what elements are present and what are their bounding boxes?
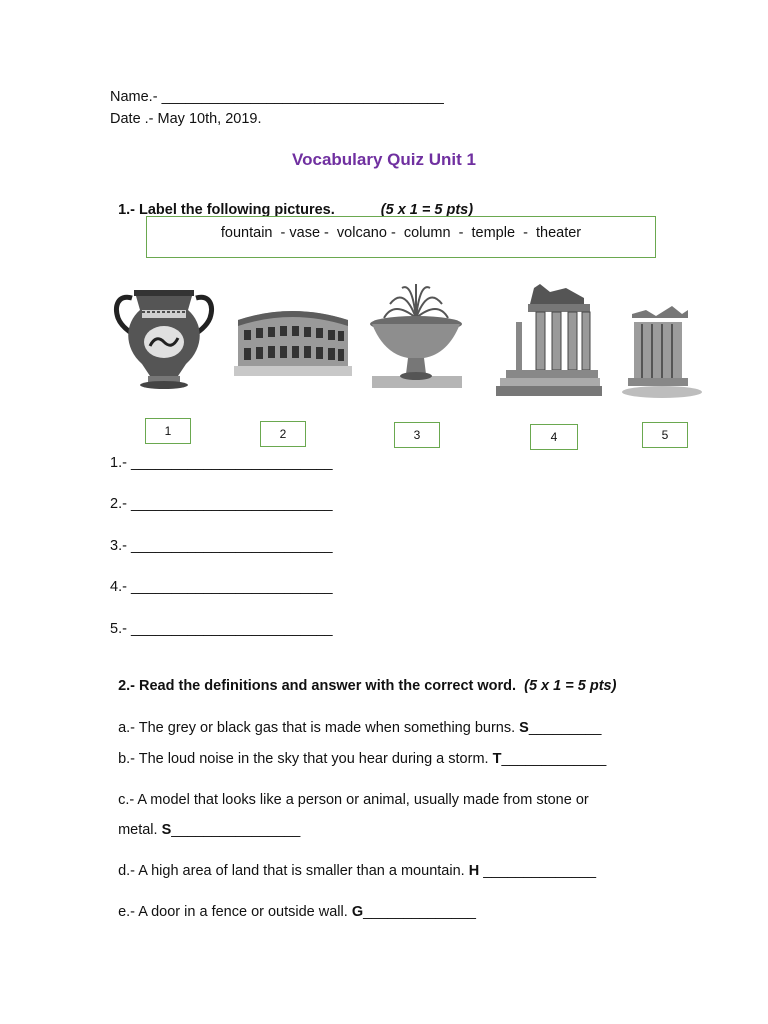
answer-line-4[interactable]: 4.- _________________________ bbox=[110, 579, 333, 595]
answer-line-2[interactable]: 2.- _________________________ bbox=[110, 496, 333, 512]
word-bank: fountain - vase - volcano - column - temple - theater bbox=[146, 216, 656, 258]
definition-text: d.- A high area of land that is smaller than a mountain. bbox=[118, 863, 469, 879]
section1-heading bbox=[110, 186, 473, 218]
picture-number-box-1: 1 bbox=[145, 418, 191, 444]
section2-points: (5 x 1 = 5 pts) bbox=[524, 678, 617, 694]
definition-a[interactable] bbox=[110, 704, 601, 736]
column-icon bbox=[622, 300, 706, 400]
answer-line-1[interactable]: 1.- _________________________ bbox=[110, 455, 333, 471]
definition-b[interactable] bbox=[110, 735, 606, 767]
definition-blank[interactable]: _________ bbox=[528, 720, 602, 736]
answer-line-3[interactable]: 3.- _________________________ bbox=[110, 538, 333, 554]
definition-letter: S bbox=[519, 720, 529, 736]
name-line: Name.- ___________________________________ bbox=[110, 89, 444, 105]
section1-points: (5 x 1 = 5 pts) bbox=[380, 202, 474, 218]
definition-blank[interactable]: ______________ bbox=[363, 904, 476, 920]
picture-number-box-3: 3 bbox=[394, 422, 440, 448]
definition-d[interactable] bbox=[110, 847, 596, 879]
section2-heading bbox=[110, 662, 616, 694]
picture-number-box-4: 4 bbox=[530, 424, 578, 450]
theater-icon bbox=[232, 296, 354, 382]
definition-blank[interactable]: ______________ bbox=[479, 863, 597, 879]
definition-text: b.- The loud noise in the sky that you hear during a storm. bbox=[118, 751, 493, 767]
definition-letter: T bbox=[492, 751, 502, 767]
answer-line-5[interactable]: 5.- _________________________ bbox=[110, 621, 333, 637]
definition-blank[interactable]: _____________ bbox=[501, 751, 607, 767]
definition-text: a.- The grey or black gas that is made when something burns. bbox=[118, 720, 520, 736]
definition-c-continued[interactable] bbox=[110, 806, 300, 838]
section2-heading-text: 2.- Read the definitions and answer with the correct word. bbox=[118, 678, 517, 694]
picture-number-box-2: 2 bbox=[260, 421, 306, 447]
definition-letter: H bbox=[468, 863, 480, 879]
definition-text: e.- A door in a fence or outside wall. bbox=[118, 904, 352, 920]
definition-blank[interactable]: ________________ bbox=[171, 822, 301, 838]
definition-letter: S bbox=[161, 822, 172, 838]
definition-c bbox=[110, 776, 589, 808]
section1-heading-text: 1.- Label the following pictures. bbox=[118, 202, 335, 218]
definition-text: c.- A model that looks like a person or animal, usually made from stone or bbox=[118, 792, 589, 808]
vase-icon bbox=[112, 284, 216, 390]
definition-text: metal. bbox=[118, 822, 162, 838]
definition-e[interactable] bbox=[110, 888, 476, 920]
temple-icon bbox=[496, 282, 604, 398]
date-line: Date .- May 10th, 2019. bbox=[110, 111, 262, 127]
picture-number-box-5: 5 bbox=[642, 422, 688, 448]
page-title: Vocabulary Quiz Unit 1 bbox=[292, 150, 476, 169]
fountain-icon bbox=[364, 278, 468, 392]
definition-letter: G bbox=[351, 904, 364, 920]
